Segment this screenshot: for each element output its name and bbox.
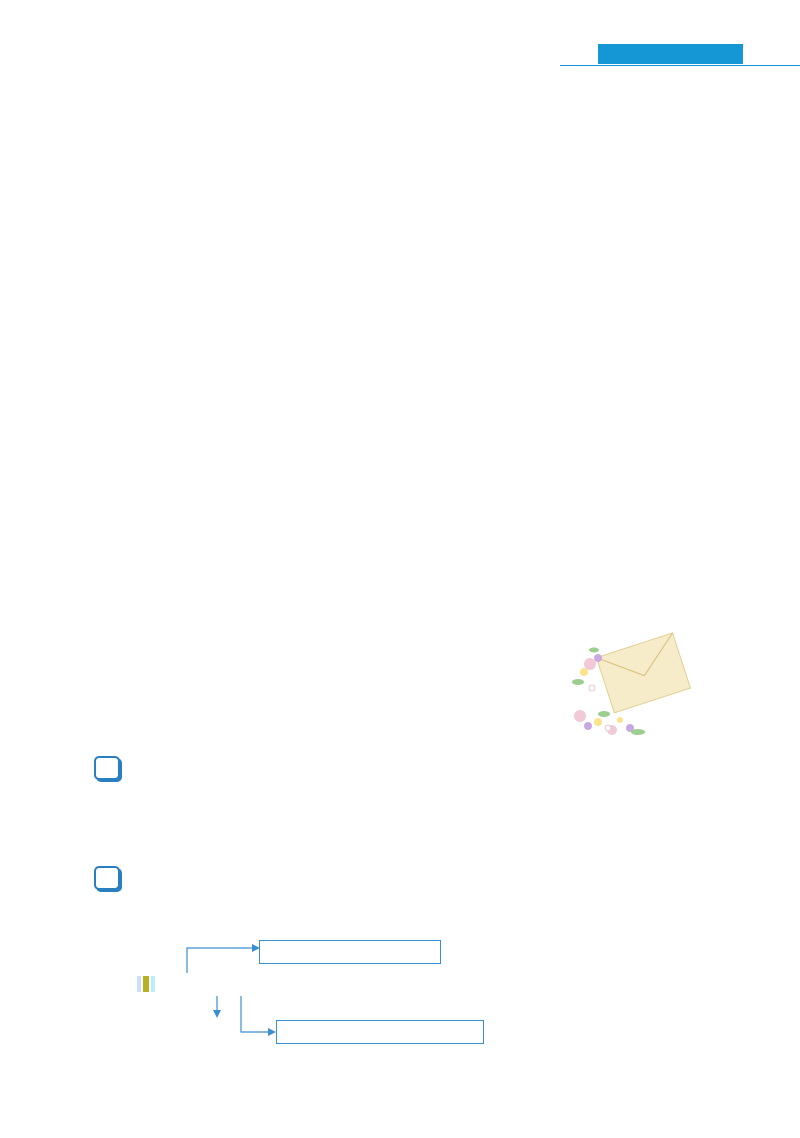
felt-explanation-box <box>276 1020 484 1044</box>
highlight-feel <box>151 976 155 992</box>
causative-verb-box <box>259 940 441 964</box>
example-sentence <box>139 974 155 994</box>
highlight-made <box>137 976 141 992</box>
highlight-me <box>143 976 149 992</box>
